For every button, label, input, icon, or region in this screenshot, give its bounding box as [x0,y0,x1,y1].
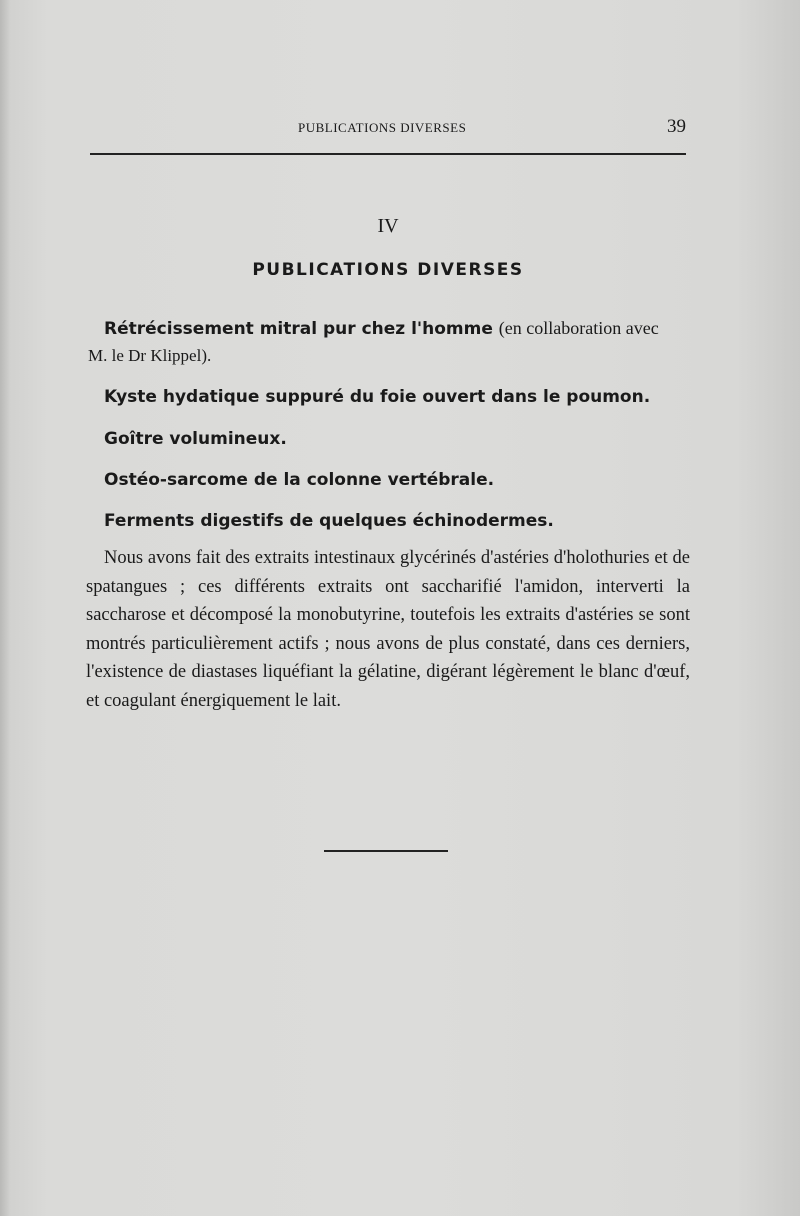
entry-3 [104,429,287,449]
end-rule [324,850,448,852]
entry-2-title: Kyste hydatique suppuré du foie ouvert dans le poumon. [104,387,651,407]
running-header [88,116,688,142]
body-paragraph: Nous avons fait des extraits intestinaux glycérinés d'astéries d'holothuries et de spatangues ; ces différents extraits ont saccharifié l'amidon, interverti la saccharose et décomposé la monobutyrine, toutefois les extraits d'astéries se sont montrés particulièrement actifs ; nous avons de plus constaté, dans ces derniers, l'existence de diastases liquéfiant la gélatine, digérant légèrement le blanc d'œuf, et coagulant énergiquement le lait. [86,548,690,711]
running-title: PUBLICATIONS DIVERSES [298,120,467,135]
entry-2 [104,387,650,407]
header-rule [90,153,686,155]
entry-1-note-continued: M. le Dr Klippel). [88,346,212,365]
entry-4 [104,470,494,490]
entry-4-title: Ostéo-sarcome de la colonne vertébrale. [104,470,495,490]
section-title: PUBLICATIONS DIVERSES [252,260,524,280]
entry-5-title: Ferments digestifs de quelques échinodermes. [104,511,554,531]
page-edge-shadow [0,0,10,1216]
entry-1-title: Rétrécissement mitral pur chez l'homme [104,319,493,339]
page-number: 39 [667,116,686,137]
section-number: IV [377,215,399,237]
entry-3-title: Goître volumineux. [104,429,287,449]
entry-1-note: (en collaboration avec [498,318,659,338]
entry-5 [104,511,554,531]
entry-1 [104,318,659,339]
